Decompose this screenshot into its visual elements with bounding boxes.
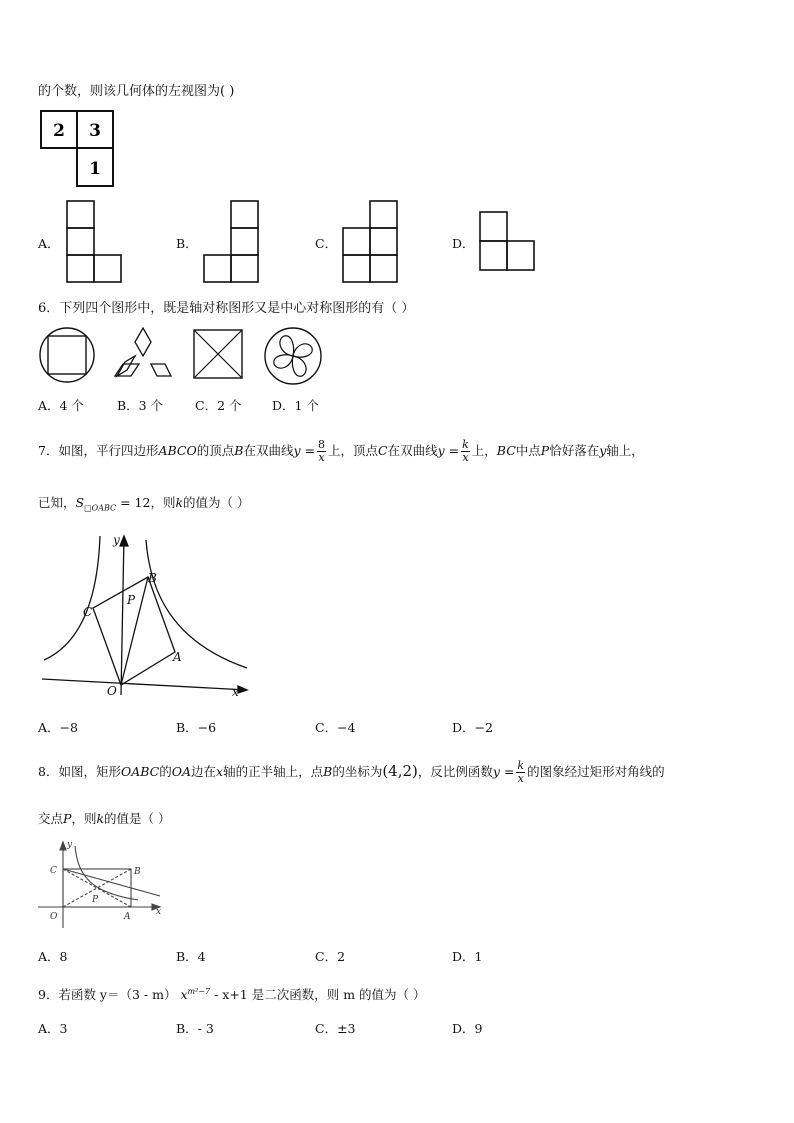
q9-option-a[interactable]: A．3 (38, 1021, 68, 1036)
q5-option-b-figure (203, 200, 259, 284)
q5-grid-1: 1 (89, 159, 101, 179)
q5-stem-tail: 的个数，则该几何体的左视图为( ) (38, 84, 235, 99)
q7-label-a: A (173, 650, 182, 664)
q8-option-d[interactable]: D．1 (452, 949, 483, 964)
q7-stem-line1: 7．如图，平行四边形ABCO的顶点B在双曲线y = $\frac{8}{x}$ 上，顶点C在双曲线y = $\frac{k}{x}$ 上，BC中点P恰好落在y轴上， (38, 438, 644, 464)
q6-figure-three-diamonds (113, 326, 173, 380)
q8-label-b: B (134, 867, 141, 877)
q7-label-p: P (127, 593, 136, 607)
q6-stem: 6．下列四个图形中，既是轴对称图形又是中心对称图形的有（ ） (38, 301, 415, 316)
q5-option-a-figure (66, 200, 122, 284)
fraction-8-over-x: $\frac{8}{x}$ (317, 438, 325, 464)
q8-option-b[interactable]: B．4 (176, 949, 206, 964)
q9-option-d[interactable]: D．9 (452, 1021, 483, 1036)
q5-option-d-figure (479, 211, 535, 271)
q8-label-x: x (156, 907, 162, 917)
q5-top-view-grid (40, 110, 114, 188)
q7-option-b[interactable]: B．−6 (176, 720, 217, 735)
q8-stem-line2: 交点P，则k的值是（ ） (38, 811, 171, 826)
q9-option-b[interactable]: B．- 3 (176, 1021, 214, 1036)
q5-grid-3: 3 (89, 121, 101, 141)
q7-label-c: C (83, 605, 93, 619)
q7-option-d[interactable]: D．−2 (452, 720, 493, 735)
q7-label-y: y (113, 533, 120, 547)
q6-option-b[interactable]: B．3 个 (117, 398, 164, 413)
q5-option-d[interactable]: D． (452, 236, 475, 251)
q7-option-c[interactable]: C．−4 (315, 720, 356, 735)
q8-figure (38, 838, 166, 930)
q5-option-c-figure (342, 200, 398, 284)
q7-stem-line2: 已知，$S_{□OABC} = 12$，则k的值为（ ） (38, 495, 250, 513)
q5-option-c[interactable]: C． (315, 236, 338, 251)
q8-option-a[interactable]: A．8 (38, 949, 68, 964)
q6-figure-circle-petals (262, 326, 324, 386)
q5-option-a[interactable]: A． (38, 236, 60, 251)
q9-option-c[interactable]: C．±3 (315, 1021, 356, 1036)
q5-grid-2: 2 (53, 121, 65, 141)
q6-option-c[interactable]: C．2 个 (195, 398, 242, 413)
q8-label-p: P (92, 895, 99, 905)
fraction-k-over-x: $\frac{k}{x}$ (462, 438, 469, 464)
q7-label-x: x (232, 685, 239, 699)
q5-option-b[interactable]: B． (176, 236, 198, 251)
q6-figure-circle-square (38, 326, 96, 384)
q7-option-a[interactable]: A．−8 (38, 720, 78, 735)
q8-stem-line1: 8．如图，矩形OABC的OA边在x轴的正半轴上，点B的坐标为(4,2)，反比例函数y = $\frac{k}{x}$ 的图象经过矩形对角线的 (38, 759, 665, 785)
q7-label-b: B (148, 571, 157, 585)
q7-label-o: O (107, 684, 117, 698)
q6-option-a[interactable]: A．4 个 (38, 398, 84, 413)
fraction-k-over-x: $\frac{k}{x}$ (517, 759, 525, 785)
q6-figure-square-x (193, 329, 243, 379)
q8-label-o: O (50, 912, 58, 922)
q9-stem: 9．若函数 y＝（3 - m） $x^{m^2-7} - x+1$ 是二次函数，则 m 的值为（ ） (38, 987, 426, 1003)
q8-label-y: y (67, 840, 73, 850)
q7-figure (42, 532, 254, 702)
q8-label-c: C (50, 866, 57, 876)
q6-option-d[interactable]: D．1 个 (272, 398, 319, 413)
q8-option-c[interactable]: C．2 (315, 949, 346, 964)
q8-label-a: A (124, 912, 131, 922)
